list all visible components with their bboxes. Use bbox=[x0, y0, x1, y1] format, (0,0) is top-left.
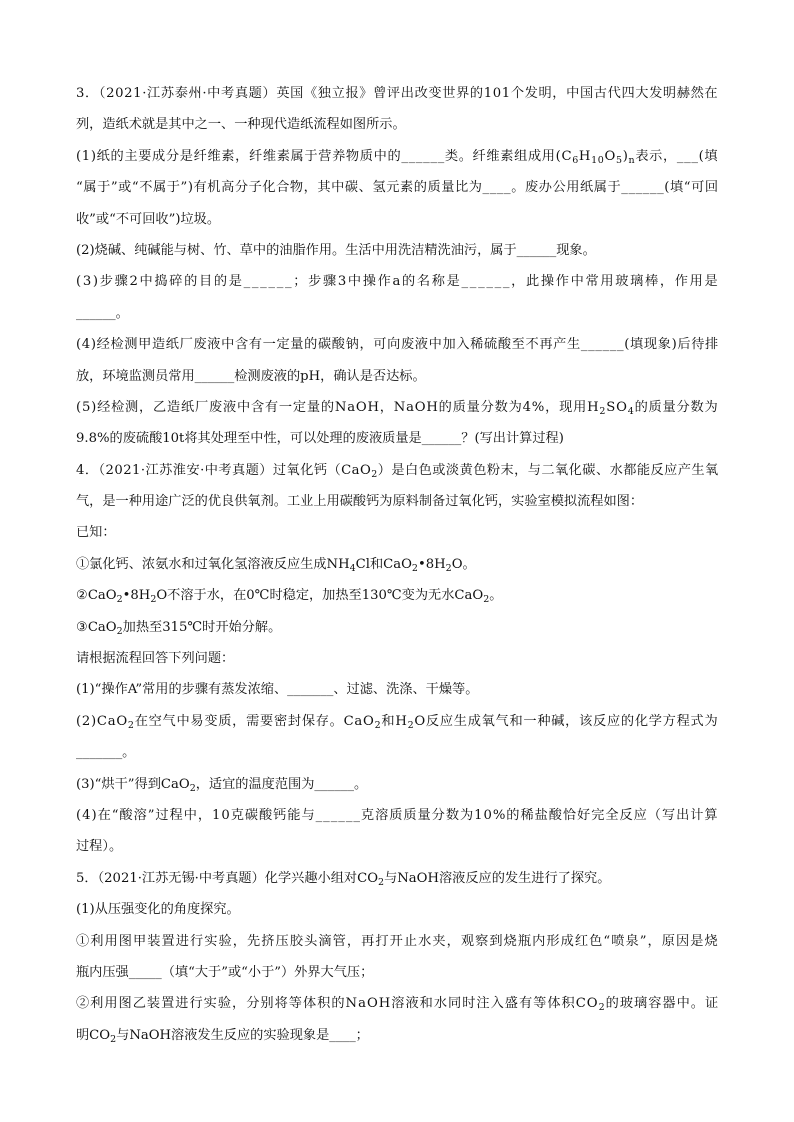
text-run: O反应生成氧气和一种碱，该反应的化学方程式为 bbox=[414, 713, 719, 729]
text-run: 5．（2021·江苏无锡·中考真题）化学兴趣小组对CO bbox=[76, 870, 379, 886]
question-3-part-3-line-1 bbox=[0, 266, 794, 297]
text-run: 和H bbox=[381, 713, 408, 729]
text-run: •8H bbox=[417, 556, 446, 572]
question-4-instruction bbox=[0, 643, 794, 674]
question-4-stem-line-1 bbox=[0, 455, 794, 486]
question-3-part-3-line-2 bbox=[0, 298, 794, 329]
text-run: ②利用图乙装置进行实验，分别将等体积的NaOH溶液和水同时注入盛有等体积CO bbox=[76, 996, 599, 1012]
question-4-part-1-text: (1)“操作A”常用的步骤有蒸发浓缩、_______、过滤、洗涤、干燥等。 bbox=[76, 682, 479, 698]
question-4-known-item-3 bbox=[0, 612, 794, 643]
text-run: 明CO bbox=[76, 1027, 111, 1043]
text-run: 表示，___(填 bbox=[635, 148, 719, 164]
question-3-stem-line-1 bbox=[0, 78, 794, 109]
subscript: 2 bbox=[599, 405, 607, 417]
subscript: 2 bbox=[374, 719, 382, 731]
text-run: O。 bbox=[451, 556, 476, 572]
subscript: 2 bbox=[483, 594, 490, 606]
question-4-known-item-2 bbox=[0, 580, 794, 611]
text-run: ）是白色或淡黄色粉末，与二氧化碳、水都能反应产生氧 bbox=[377, 462, 719, 478]
question-3-part-4-line-1 bbox=[0, 329, 794, 360]
question-4-stem-line-1-text bbox=[76, 455, 719, 486]
subscript: 6 bbox=[572, 154, 579, 166]
question-3-part-2-text: (2)烧碱、纯碱能与树、竹、草中的油脂作用。生活中用洗洁精洗油污，属于______现象。 bbox=[76, 242, 596, 258]
subscript: 2 bbox=[110, 1033, 117, 1045]
text-run: ①氯化钙、浓氨水和过氧化氢溶液反应生成NH bbox=[76, 556, 350, 572]
question-5-item-1-line-2-text: 瓶内压强_____（填“大于”或“小于”）外界大气压； bbox=[76, 964, 374, 980]
subscript: 5 bbox=[616, 154, 623, 166]
question-3-part-4-line-1-text: (4)经检测甲造纸厂废液中含有一定量的碳酸钠，可向废液中加入稀硫酸至不再产生______(填现象)后待排 bbox=[76, 337, 719, 353]
subscript: 2 bbox=[598, 1002, 606, 1014]
question-3-part-1-line-2 bbox=[0, 172, 794, 203]
text-run: (5)经检测，乙造纸厂废液中含有一定量的NaOH，NaOH的质量分数为4%，现用H bbox=[76, 399, 600, 415]
subscript: 2 bbox=[407, 719, 415, 731]
question-5-item-1-line-1-text: ①利用图甲装置进行实验，先挤压胶头滴管，再打开止水夹，观察到烧瓶内形成红色“喷泉”，原因是烧 bbox=[76, 933, 719, 949]
text-run: SO bbox=[606, 399, 628, 415]
question-5-stem bbox=[0, 863, 794, 894]
text-run: 。 bbox=[489, 588, 503, 604]
question-4-part-2-line-2 bbox=[0, 737, 794, 768]
text-run: O bbox=[604, 148, 616, 164]
text-run: (3)“烘干”得到CaO bbox=[76, 776, 190, 792]
question-3-part-1-line-2-text: “属于”或“不属于”)有机高分子化合物，其中碳、氢元素的质量比为____。废办公用纸属于______(填“可回 bbox=[76, 180, 719, 196]
text-run: 与NaOH溶液反应的发生进行了探究。 bbox=[384, 870, 611, 886]
question-5-item-2-line-1 bbox=[0, 988, 794, 1019]
text-run: O不溶于水，在0℃时稳定，加热至130℃变为无水CaO bbox=[156, 588, 484, 604]
text-run: ③CaO bbox=[76, 619, 117, 635]
text-run: •8H bbox=[122, 588, 151, 604]
question-3-part-5-line-1-text bbox=[76, 392, 719, 423]
subscript: 4 bbox=[627, 405, 635, 417]
question-4-known-item-1 bbox=[0, 549, 794, 580]
question-4-part-3 bbox=[0, 769, 794, 800]
text-run: (1)纸的主要成分是纤维素，纤维素属于营养物质中的______类。纤维素组成用(C bbox=[76, 148, 573, 164]
question-4-part-4-line-2 bbox=[0, 831, 794, 862]
subscript: 2 bbox=[150, 594, 157, 606]
subscript: 2 bbox=[371, 468, 378, 480]
question-4-part-2-line-2-text: _______。 bbox=[76, 745, 136, 761]
question-3-part-4-line-2-text: 放，环境监测员常用______检测废液的pH，确认是否达标。 bbox=[76, 368, 426, 384]
question-4-part-4-line-1 bbox=[0, 800, 794, 831]
subscript: 2 bbox=[116, 594, 123, 606]
question-3-part-1-line-1 bbox=[0, 141, 794, 172]
text-run: 的玻璃容器中。证 bbox=[605, 996, 720, 1012]
question-4-known-heading bbox=[0, 517, 794, 548]
subscript: 4 bbox=[349, 562, 356, 574]
question-3-part-1-line-3-text: 收”或“不可回收”)垃圾。 bbox=[76, 211, 221, 227]
text-run: ，适宜的温度范围为______。 bbox=[195, 776, 368, 792]
text-run: 4．（2021·江苏淮安·中考真题）过氧化钙（CaO bbox=[76, 462, 372, 478]
question-3-part-1-line-3 bbox=[0, 204, 794, 235]
question-3-part-3-line-2-text: ______。 bbox=[76, 305, 129, 321]
text-run: 在空气中易变质，需要密封保存。CaO bbox=[134, 713, 375, 729]
question-3-part-5-line-2 bbox=[0, 423, 794, 454]
question-3-part-1-line-1-text bbox=[76, 141, 718, 172]
subscript: n bbox=[628, 154, 636, 166]
question-4-part-1 bbox=[0, 674, 794, 705]
question-4-part-4-line-1-text: (4)在“酸溶”过程中，10克碳酸钙能与______克溶质质量分数为10%的稀盐酸恰好完全反应（写出计算 bbox=[76, 807, 719, 823]
text-run: 的质量分数为 bbox=[634, 399, 719, 415]
subscript: 2 bbox=[116, 625, 123, 637]
question-4-stem-line-2-text: 气，是一种用途广泛的优良供氧剂。工业上用碳酸钙为原料制备过氧化钙，实验室模拟流程如图： bbox=[76, 494, 644, 510]
question-3-part-5-line-1 bbox=[0, 392, 794, 423]
text-run: H bbox=[578, 148, 592, 164]
text-run: 与NaOH溶液发生反应的实验现象是____； bbox=[116, 1027, 369, 1043]
question-5-item-2-line-2 bbox=[0, 1020, 794, 1051]
subscript: 2 bbox=[189, 782, 196, 794]
question-4-instruction-text: 请根据流程回答下列问题： bbox=[76, 651, 235, 667]
question-5-item-1-line-2 bbox=[0, 957, 794, 988]
question-4-part-2-line-1 bbox=[0, 706, 794, 737]
question-3-part-3-line-1-text: (3)步骤2中捣碎的目的是______；步骤3中操作a的名称是______，此操作中常用玻璃棒，作用是 bbox=[76, 274, 720, 290]
question-4-stem-line-2 bbox=[0, 486, 794, 517]
question-3-stem-line-2-text: 列，造纸术就是其中之一、一种现代造纸流程如图所示。 bbox=[76, 117, 406, 133]
subscript: 2 bbox=[445, 562, 452, 574]
subscript: 2 bbox=[411, 562, 418, 574]
text-run: ②CaO bbox=[76, 588, 117, 604]
text-run: (2)CaO bbox=[76, 713, 128, 729]
subscript: 2 bbox=[127, 719, 135, 731]
subscript: 10 bbox=[591, 154, 605, 166]
subscript: 2 bbox=[378, 876, 385, 888]
text-run: 加热至315℃时开始分解。 bbox=[122, 619, 282, 635]
question-3-part-5-line-2-text: 9.8%的废硫酸10t将其处理至中性，可以处理的废液质量是______？(写出计算过程) bbox=[76, 431, 564, 447]
question-3-stem-line-1-text: 3．（2021·江苏泰州·中考真题）英国《独立报》曾评出改变世界的101个发明，中国古代四大发明赫然在 bbox=[76, 86, 719, 101]
question-4-known-heading-text: 已知： bbox=[76, 525, 116, 541]
question-5-item-2-line-1-text bbox=[76, 988, 719, 1019]
question-3-part-4-line-2 bbox=[0, 361, 794, 392]
question-5-part-1 bbox=[0, 894, 794, 925]
text-run: ) bbox=[622, 148, 629, 164]
question-3-stem-line-2 bbox=[0, 109, 794, 140]
question-3-part-2 bbox=[0, 235, 794, 266]
question-4-part-2-line-1-text bbox=[76, 706, 718, 737]
question-5-item-1-line-1 bbox=[0, 926, 794, 957]
question-5-part-1-text: (1)从压强变化的角度探究。 bbox=[76, 902, 240, 918]
document-body bbox=[0, 78, 794, 1051]
text-run: Cl和CaO bbox=[355, 556, 412, 572]
question-4-part-4-line-2-text: 过程）。 bbox=[76, 839, 123, 855]
